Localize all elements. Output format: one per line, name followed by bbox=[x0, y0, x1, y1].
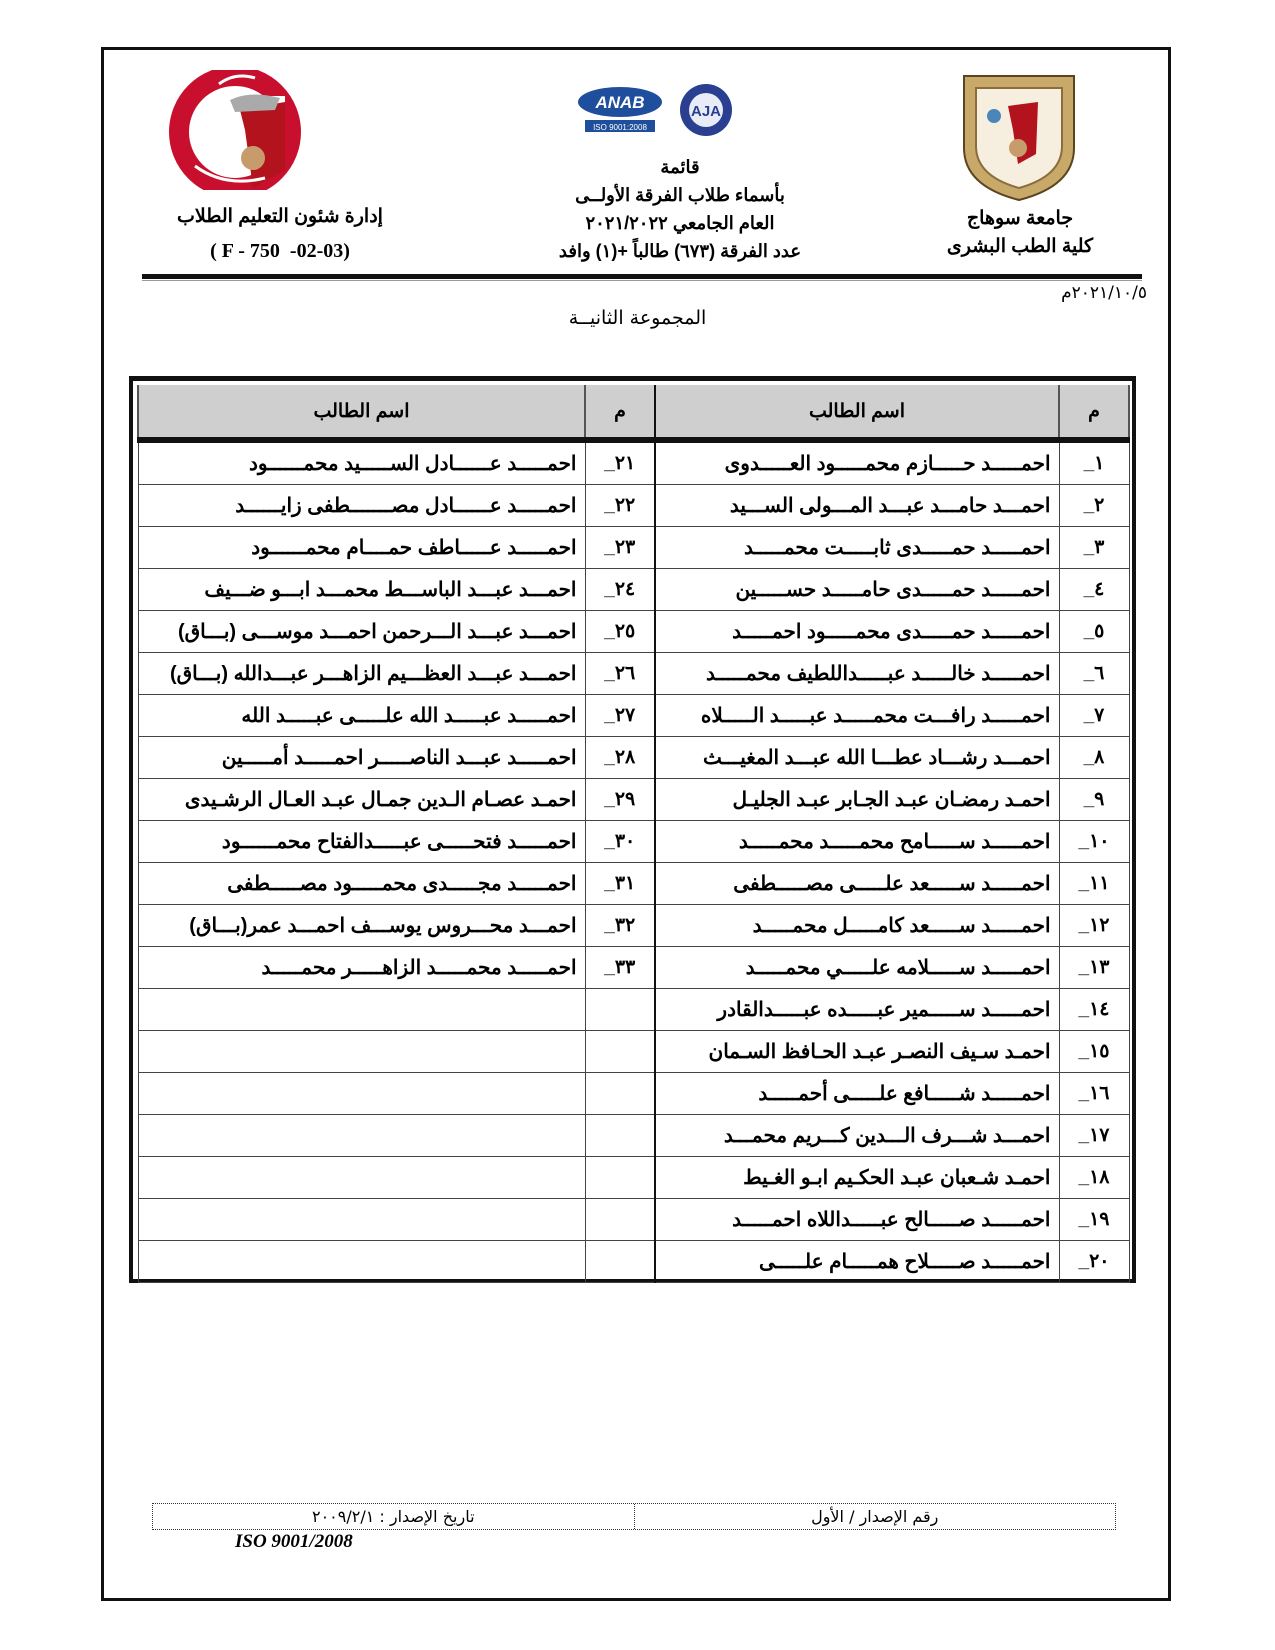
row-number: ٥_ bbox=[1059, 611, 1129, 653]
student-name: احمـــــد عـــــاطف حمــــام محمــــــود bbox=[138, 527, 585, 569]
iso-standard: ISO 9001/2008 bbox=[235, 1531, 353, 1552]
student-name: احمـــد عبـــد الباســـط محمـــد ابـــو ضـــيف bbox=[138, 569, 585, 611]
form-code: ( F - 750 -02-03) bbox=[210, 240, 350, 262]
student-name: احمـــد عبـــد الـــرحمن احمـــد موســـى (بـــاق) bbox=[138, 611, 585, 653]
student-name: احمـــــد ســـــامح محمـــــد محمـــــد bbox=[655, 821, 1059, 863]
student-name: احمـــد محـــروس يوســـف احمـــد عمر(بـــاق) bbox=[138, 905, 585, 947]
student-name: احمـــــد حمـــــدى محمـــــود احمـــــد bbox=[655, 611, 1059, 653]
student-name: احمـــــد ســـــلامه علـــــي محمـــــد bbox=[655, 947, 1059, 989]
title-line-2: بأسماء طلاب الفرقة الأولــى bbox=[575, 185, 785, 205]
aja-logo-icon bbox=[680, 84, 732, 136]
faculty-logo-icon bbox=[155, 70, 340, 190]
svg-text:AJA: AJA bbox=[690, 103, 722, 120]
document-footer bbox=[152, 1503, 1116, 1530]
student-name bbox=[138, 1241, 585, 1283]
student-name: احمـــــد حـــــازم محمـــــود العـــــدوى bbox=[655, 440, 1059, 485]
student-name: احمـــــد محمـــــد الزاهـــــر محمـــــد bbox=[138, 947, 585, 989]
student-name: احمـد رمضـان عبـد الجـابر عبـد الجليـل bbox=[655, 779, 1059, 821]
row-number bbox=[585, 1157, 655, 1199]
student-name: احمـــــد شـــــافع علـــــى أحمـــــد bbox=[655, 1073, 1059, 1115]
student-name bbox=[138, 1199, 585, 1241]
table-header-row bbox=[138, 385, 1129, 440]
student-name: احمـد سـيف النصـر عبـد الحـافظ السـمان bbox=[655, 1031, 1059, 1073]
table-row bbox=[138, 569, 1129, 611]
row-number: ٢٥_ bbox=[585, 611, 655, 653]
table-row bbox=[138, 653, 1129, 695]
table-row bbox=[138, 821, 1129, 863]
student-name: احمـــــد عبـــــد الله علـــــى عبـــــد الله bbox=[138, 695, 585, 737]
student-name: احمـــــد ســـــعد كامـــــل محمـــــد bbox=[655, 905, 1059, 947]
university-name: جامعة سوهاج bbox=[966, 208, 1074, 229]
student-name: احمـــــد عبـــد الناصـــــر احمـــــد أمـــــين bbox=[138, 737, 585, 779]
table-row bbox=[138, 905, 1129, 947]
table-row bbox=[138, 485, 1129, 527]
table-row bbox=[138, 1073, 1129, 1115]
table-row bbox=[138, 527, 1129, 569]
row-number: ٢٣_ bbox=[585, 527, 655, 569]
header-num-2: م bbox=[585, 385, 655, 440]
row-number bbox=[585, 1115, 655, 1157]
row-number: ٩_ bbox=[1059, 779, 1129, 821]
student-name bbox=[138, 1031, 585, 1073]
table-row bbox=[138, 1199, 1129, 1241]
document-title-block bbox=[480, 153, 880, 265]
row-number: ١٣_ bbox=[1059, 947, 1129, 989]
table-row bbox=[138, 1157, 1129, 1199]
student-name: احمـــــد فتحـــــى عبـــــدالفتاح محمــــــود bbox=[138, 821, 585, 863]
student-name: احمـــــد ســـــعد علـــــى مصـــــطفى bbox=[655, 863, 1059, 905]
row-number: ١٢_ bbox=[1059, 905, 1129, 947]
row-number: ١٦_ bbox=[1059, 1073, 1129, 1115]
title-line-1: قائمة bbox=[660, 157, 700, 177]
row-number bbox=[585, 1031, 655, 1073]
row-number: ٧_ bbox=[1059, 695, 1129, 737]
row-number: ٣٣_ bbox=[585, 947, 655, 989]
student-name: احمـــــد حمـــــدى حامـــــد حســـــين bbox=[655, 569, 1059, 611]
student-name bbox=[138, 1157, 585, 1199]
student-name: احمـــد عبـــد العظـــيم الزاهـــر عبـــدالله (بـــاق) bbox=[138, 653, 585, 695]
table-row bbox=[138, 1115, 1129, 1157]
row-number: ٢٤_ bbox=[585, 569, 655, 611]
row-number: ٣١_ bbox=[585, 863, 655, 905]
table-row bbox=[138, 779, 1129, 821]
row-number: ٣_ bbox=[1059, 527, 1129, 569]
table-row bbox=[138, 863, 1129, 905]
group-title: المجموعة الثانيــة bbox=[568, 307, 707, 329]
row-number: ٨_ bbox=[1059, 737, 1129, 779]
student-name bbox=[138, 1115, 585, 1157]
row-number bbox=[585, 989, 655, 1031]
student-name: احمـــد رشـــاد عطـــا الله عبـــد المغيـــث bbox=[655, 737, 1059, 779]
student-name: احمـــــد مجـــــدى محمـــــود مصـــــطفى bbox=[138, 863, 585, 905]
student-name: احمـــد شـــرف الـــدين كـــريم محمـــد bbox=[655, 1115, 1059, 1157]
row-number: ٢٧_ bbox=[585, 695, 655, 737]
student-name: احمـــــد حمـــــدى ثابـــــت محمـــــد bbox=[655, 527, 1059, 569]
document-date: ٢٠٢١/١٠/٥م bbox=[1061, 283, 1147, 303]
faculty-name: كلية الطب البشرى bbox=[946, 236, 1094, 257]
row-number bbox=[585, 1073, 655, 1115]
anab-logo-icon bbox=[578, 87, 662, 132]
table-row bbox=[138, 947, 1129, 989]
issue-date: تاريخ الإصدار : ٢٠٠٩/٢/١ bbox=[153, 1504, 635, 1529]
row-number bbox=[585, 1241, 655, 1283]
row-number: ١٧_ bbox=[1059, 1115, 1129, 1157]
department-name: إدارة شئون التعليم الطلاب bbox=[177, 206, 383, 227]
row-number: ٣٢_ bbox=[585, 905, 655, 947]
row-number: ١٥_ bbox=[1059, 1031, 1129, 1073]
row-number: ١٩_ bbox=[1059, 1199, 1129, 1241]
row-number: ١٨_ bbox=[1059, 1157, 1129, 1199]
table-row bbox=[138, 989, 1129, 1031]
row-number bbox=[585, 1199, 655, 1241]
faculty-logo bbox=[155, 70, 340, 190]
student-roster-table bbox=[129, 376, 1136, 1283]
student-name bbox=[138, 1073, 585, 1115]
student-name bbox=[138, 989, 585, 1031]
row-number: ١١_ bbox=[1059, 863, 1129, 905]
row-number: ١٠_ bbox=[1059, 821, 1129, 863]
row-number: ٢٢_ bbox=[585, 485, 655, 527]
header-name-2: اسم الطالب bbox=[138, 385, 585, 440]
title-line-4: عدد الفرقة (٦٧٣) طالباً +(١) وافد bbox=[558, 241, 802, 261]
certification-logos bbox=[575, 84, 755, 140]
table-row bbox=[138, 611, 1129, 653]
header-divider bbox=[142, 274, 1142, 279]
row-number: ١_ bbox=[1059, 440, 1129, 485]
table-row bbox=[138, 1241, 1129, 1283]
header-divider-thin bbox=[142, 280, 1142, 281]
svg-text:ANAB: ANAB bbox=[595, 93, 645, 112]
row-number: ٢_ bbox=[1059, 485, 1129, 527]
university-crest bbox=[958, 68, 1080, 203]
student-name: احمـــــد رافـــت محمـــــد عبـــــد الـــــلاه bbox=[655, 695, 1059, 737]
row-number: ٢٨_ bbox=[585, 737, 655, 779]
row-number: ٣٠_ bbox=[585, 821, 655, 863]
table-row bbox=[138, 1031, 1129, 1073]
roster-grid bbox=[137, 385, 1130, 1283]
table-row bbox=[138, 440, 1129, 485]
table-row bbox=[138, 695, 1129, 737]
row-number: ٢٦_ bbox=[585, 653, 655, 695]
student-name: احمـد عصـام الـدين جمـال عبـد العـال الرشـيدى bbox=[138, 779, 585, 821]
row-number: ٤_ bbox=[1059, 569, 1129, 611]
university-crest-icon bbox=[958, 68, 1080, 203]
svg-text:ISO 9001:2008: ISO 9001:2008 bbox=[593, 123, 647, 132]
student-name: احمـــد حامـــد عبـــد المـــولى الســـيد bbox=[655, 485, 1059, 527]
issuing-department bbox=[160, 205, 400, 263]
student-name: احمـــــد ســـــمير عبـــــده عبـــــدالقادر bbox=[655, 989, 1059, 1031]
row-number: ٦_ bbox=[1059, 653, 1129, 695]
version-number: رقم الإصدار / الأول bbox=[811, 1507, 939, 1526]
student-name: احمـــــد عــــــادل الســـــيد محمــــــود bbox=[138, 440, 585, 485]
header-name-1: اسم الطالب bbox=[655, 385, 1059, 440]
row-number: ٢١_ bbox=[585, 440, 655, 485]
student-name: احمـد شـعبان عبـد الحكـيم ابـو الغـيط bbox=[655, 1157, 1059, 1199]
header-num-1: م bbox=[1059, 385, 1129, 440]
institution-block bbox=[930, 205, 1110, 261]
row-number: ٢٩_ bbox=[585, 779, 655, 821]
student-name: احمـــــد خالـــــد عبـــــداللطيف محمـــــد bbox=[655, 653, 1059, 695]
row-number: ١٤_ bbox=[1059, 989, 1129, 1031]
student-name: احمـــــد عــــــادل مصـــــــطفى زايــــــد bbox=[138, 485, 585, 527]
table-row bbox=[138, 737, 1129, 779]
title-line-3: العام الجامعي ٢٠٢١/٢٠٢٢ bbox=[585, 213, 775, 233]
student-name: احمـــــد صـــــلاح همـــــام علـــــى bbox=[655, 1241, 1059, 1283]
row-number: ٢٠_ bbox=[1059, 1241, 1129, 1283]
student-name: احمـــــد صـــــالح عبـــــداللاه احمـــــد bbox=[655, 1199, 1059, 1241]
